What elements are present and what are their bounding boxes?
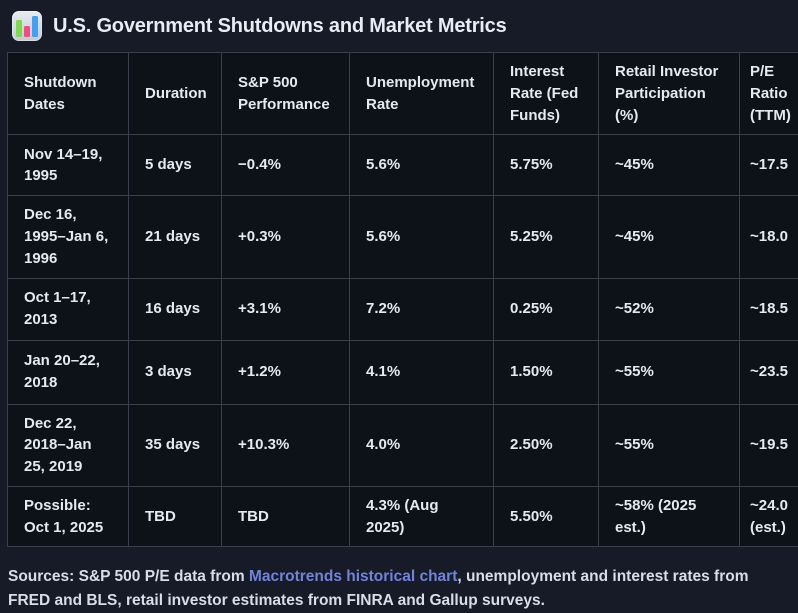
table-row	[8, 135, 798, 196]
cell-dates: Jan 20–22, 2018	[8, 340, 129, 404]
cell-interest: 5.50%	[494, 486, 599, 547]
cell-interest: 0.25%	[494, 278, 599, 340]
cell-pe: ~19.5	[740, 404, 798, 486]
cell-duration: 16 days	[129, 278, 222, 340]
cell-unemployment: 7.2%	[350, 278, 494, 340]
cell-duration: TBD	[129, 486, 222, 547]
header-cell-interest-rate: Interest Rate (Fed Funds)	[494, 53, 599, 135]
title-bar	[0, 0, 798, 52]
cell-duration: 5 days	[129, 135, 222, 196]
cell-sp500: +3.1%	[222, 278, 350, 340]
cell-unemployment: 4.3% (Aug 2025)	[350, 486, 494, 547]
cell-sp500: +10.3%	[222, 404, 350, 486]
table-header-row	[8, 53, 798, 135]
cell-sp500: −0.4%	[222, 135, 350, 196]
cell-pe: ~18.0	[740, 196, 798, 278]
macrotrends-link[interactable]: Macrotrends historical chart	[249, 568, 457, 585]
table-row	[8, 196, 798, 278]
header-cell-unemployment-rate: Unemployment Rate	[350, 53, 494, 135]
shutdown-metrics-table	[7, 52, 798, 547]
cell-unemployment: 4.0%	[350, 404, 494, 486]
cell-duration: 3 days	[129, 340, 222, 404]
sources-prefix: Sources: S&P 500 P/E data from	[8, 568, 249, 585]
cell-dates: Nov 14–19, 1995	[8, 135, 129, 196]
header-cell-pe-ratio: P/E Ratio (TTM)	[740, 53, 798, 135]
page-title: U.S. Government Shutdowns and Market Metrics	[53, 15, 507, 38]
cell-dates: Possible: Oct 1, 2025	[8, 486, 129, 547]
table-row	[8, 404, 798, 486]
cell-pe: ~17.5	[740, 135, 798, 196]
table-row	[8, 340, 798, 404]
cell-pe: ~24.0 (est.)	[740, 486, 798, 547]
cell-interest: 5.75%	[494, 135, 599, 196]
table-row	[8, 278, 798, 340]
cell-dates: Oct 1–17, 2013	[8, 278, 129, 340]
cell-unemployment: 5.6%	[350, 196, 494, 278]
cell-retail: ~45%	[599, 196, 740, 278]
header-cell-sp500-performance: S&P 500 Performance	[222, 53, 350, 135]
cell-retail: ~45%	[599, 135, 740, 196]
sources-note	[0, 547, 798, 613]
cell-retail: ~52%	[599, 278, 740, 340]
table-row	[8, 486, 798, 547]
cell-retail: ~55%	[599, 404, 740, 486]
cell-pe: ~18.5	[740, 278, 798, 340]
cell-retail: ~58% (2025 est.)	[599, 486, 740, 547]
cell-interest: 1.50%	[494, 340, 599, 404]
cell-interest: 5.25%	[494, 196, 599, 278]
header-cell-retail-participation: Retail Investor Participation (%)	[599, 53, 740, 135]
header-cell-duration: Duration	[129, 53, 222, 135]
cell-sp500: +0.3%	[222, 196, 350, 278]
sources-suffix: , unemployment and interest rates from FRED and BLS, retail investor estimates from FINRA and Gallup surveys.	[8, 568, 749, 609]
bar-chart-icon	[12, 11, 42, 41]
cell-unemployment: 4.1%	[350, 340, 494, 404]
cell-dates: Dec 16, 1995–Jan 6, 1996	[8, 196, 129, 278]
cell-duration: 35 days	[129, 404, 222, 486]
cell-pe: ~23.5	[740, 340, 798, 404]
header-cell-shutdown-dates: Shutdown Dates	[8, 53, 129, 135]
cell-retail: ~55%	[599, 340, 740, 404]
cell-dates: Dec 22, 2018–Jan 25, 2019	[8, 404, 129, 486]
cell-sp500: +1.2%	[222, 340, 350, 404]
cell-interest: 2.50%	[494, 404, 599, 486]
cell-unemployment: 5.6%	[350, 135, 494, 196]
cell-duration: 21 days	[129, 196, 222, 278]
cell-sp500: TBD	[222, 486, 350, 547]
